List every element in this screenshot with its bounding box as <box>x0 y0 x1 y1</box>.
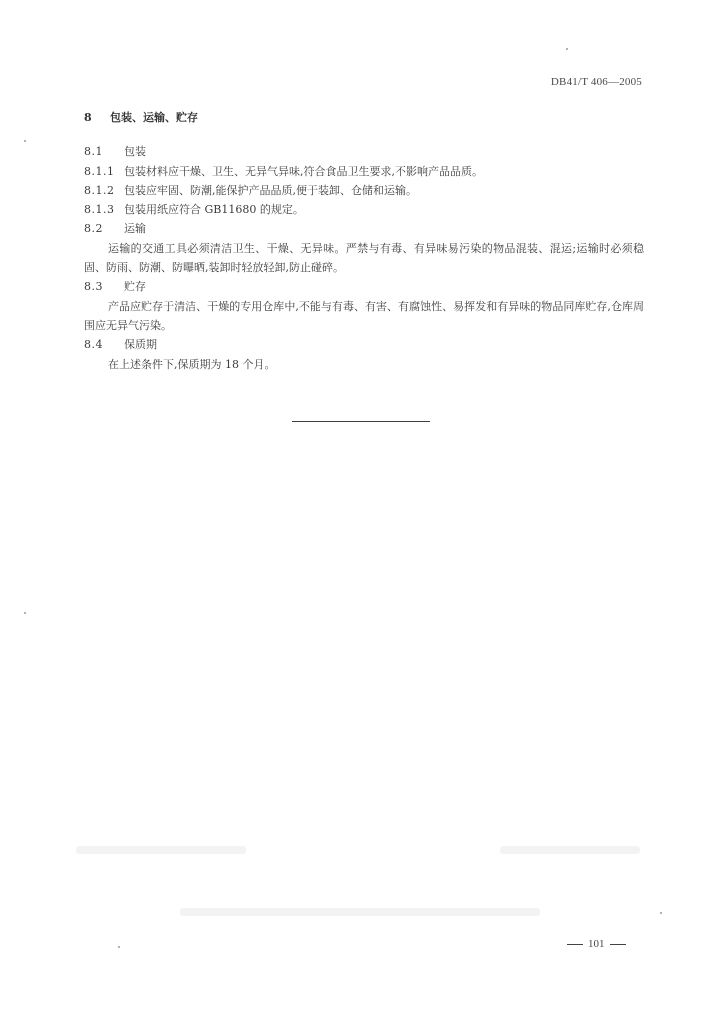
scan-bleed-mark <box>500 846 640 854</box>
end-of-standard-rule <box>292 421 430 422</box>
page-number-text: 101 <box>588 938 605 950</box>
clause-8-1-2 <box>84 181 644 200</box>
section-heading <box>84 108 644 127</box>
clause-title: 贮存 <box>124 280 146 294</box>
page-number <box>562 938 631 950</box>
clause-number: 8.1.3 <box>84 203 115 217</box>
scan-speck <box>118 946 120 948</box>
document-body <box>84 108 644 374</box>
clause-8-3-text: 产品应贮存于清洁、干燥的专用仓库中,不能与有毒、有害、有腐蚀性、易挥发和有异味的物品同库贮存,仓库周围应无异气污染。 <box>84 299 644 332</box>
clause-text: 包装应牢固、防潮,能保护产品品质,便于装卸、仓储和运输。 <box>124 183 417 197</box>
clause-number: 8.1.1 <box>84 164 115 178</box>
clause-title: 运输 <box>124 222 146 236</box>
section-number: 8 <box>84 111 93 124</box>
scan-bleed-mark <box>76 846 246 854</box>
standard-code: DB41/T 406—2005 <box>550 76 642 88</box>
dash-right <box>610 944 626 945</box>
clause-heading-8-1 <box>84 142 644 161</box>
clause-number: 8.3 <box>84 280 103 294</box>
scan-speck <box>566 48 568 50</box>
scan-speck <box>24 612 26 614</box>
clause-text: 包装材料应干燥、卫生、无异气异味,符合食品卫生要求,不影响产品品质。 <box>124 164 483 178</box>
scan-speck <box>24 140 26 142</box>
clause-8-1-1 <box>84 162 644 181</box>
clause-8-2-text: 运输的交通工具必须清洁卫生、干燥、无异味。严禁与有毒、有异味易污染的物品混装、混运;运输时必须稳固、防雨、防潮、防曝晒,装卸时轻放轻卸,防止碰碎。 <box>84 241 644 275</box>
dash-left <box>567 944 583 945</box>
clause-heading-8-4 <box>84 335 644 354</box>
clause-number: 8.1.2 <box>84 183 115 197</box>
scan-bleed-mark <box>180 908 540 916</box>
clause-heading-8-2 <box>84 219 644 238</box>
clause-number: 8.1 <box>84 145 103 159</box>
clause-number: 8.4 <box>84 338 103 352</box>
clause-8-1-3 <box>84 200 644 219</box>
clause-heading-8-3 <box>84 277 644 296</box>
clause-title: 保质期 <box>124 338 157 352</box>
scan-speck <box>660 912 662 914</box>
clause-8-4-text: 在上述条件下,保质期为 18 个月。 <box>108 357 276 371</box>
clause-number: 8.2 <box>84 222 103 236</box>
clause-title: 包装 <box>124 145 146 159</box>
section-title: 包装、运输、贮存 <box>110 111 198 124</box>
clause-text: 包装用纸应符合 GB11680 的规定。 <box>124 203 304 217</box>
